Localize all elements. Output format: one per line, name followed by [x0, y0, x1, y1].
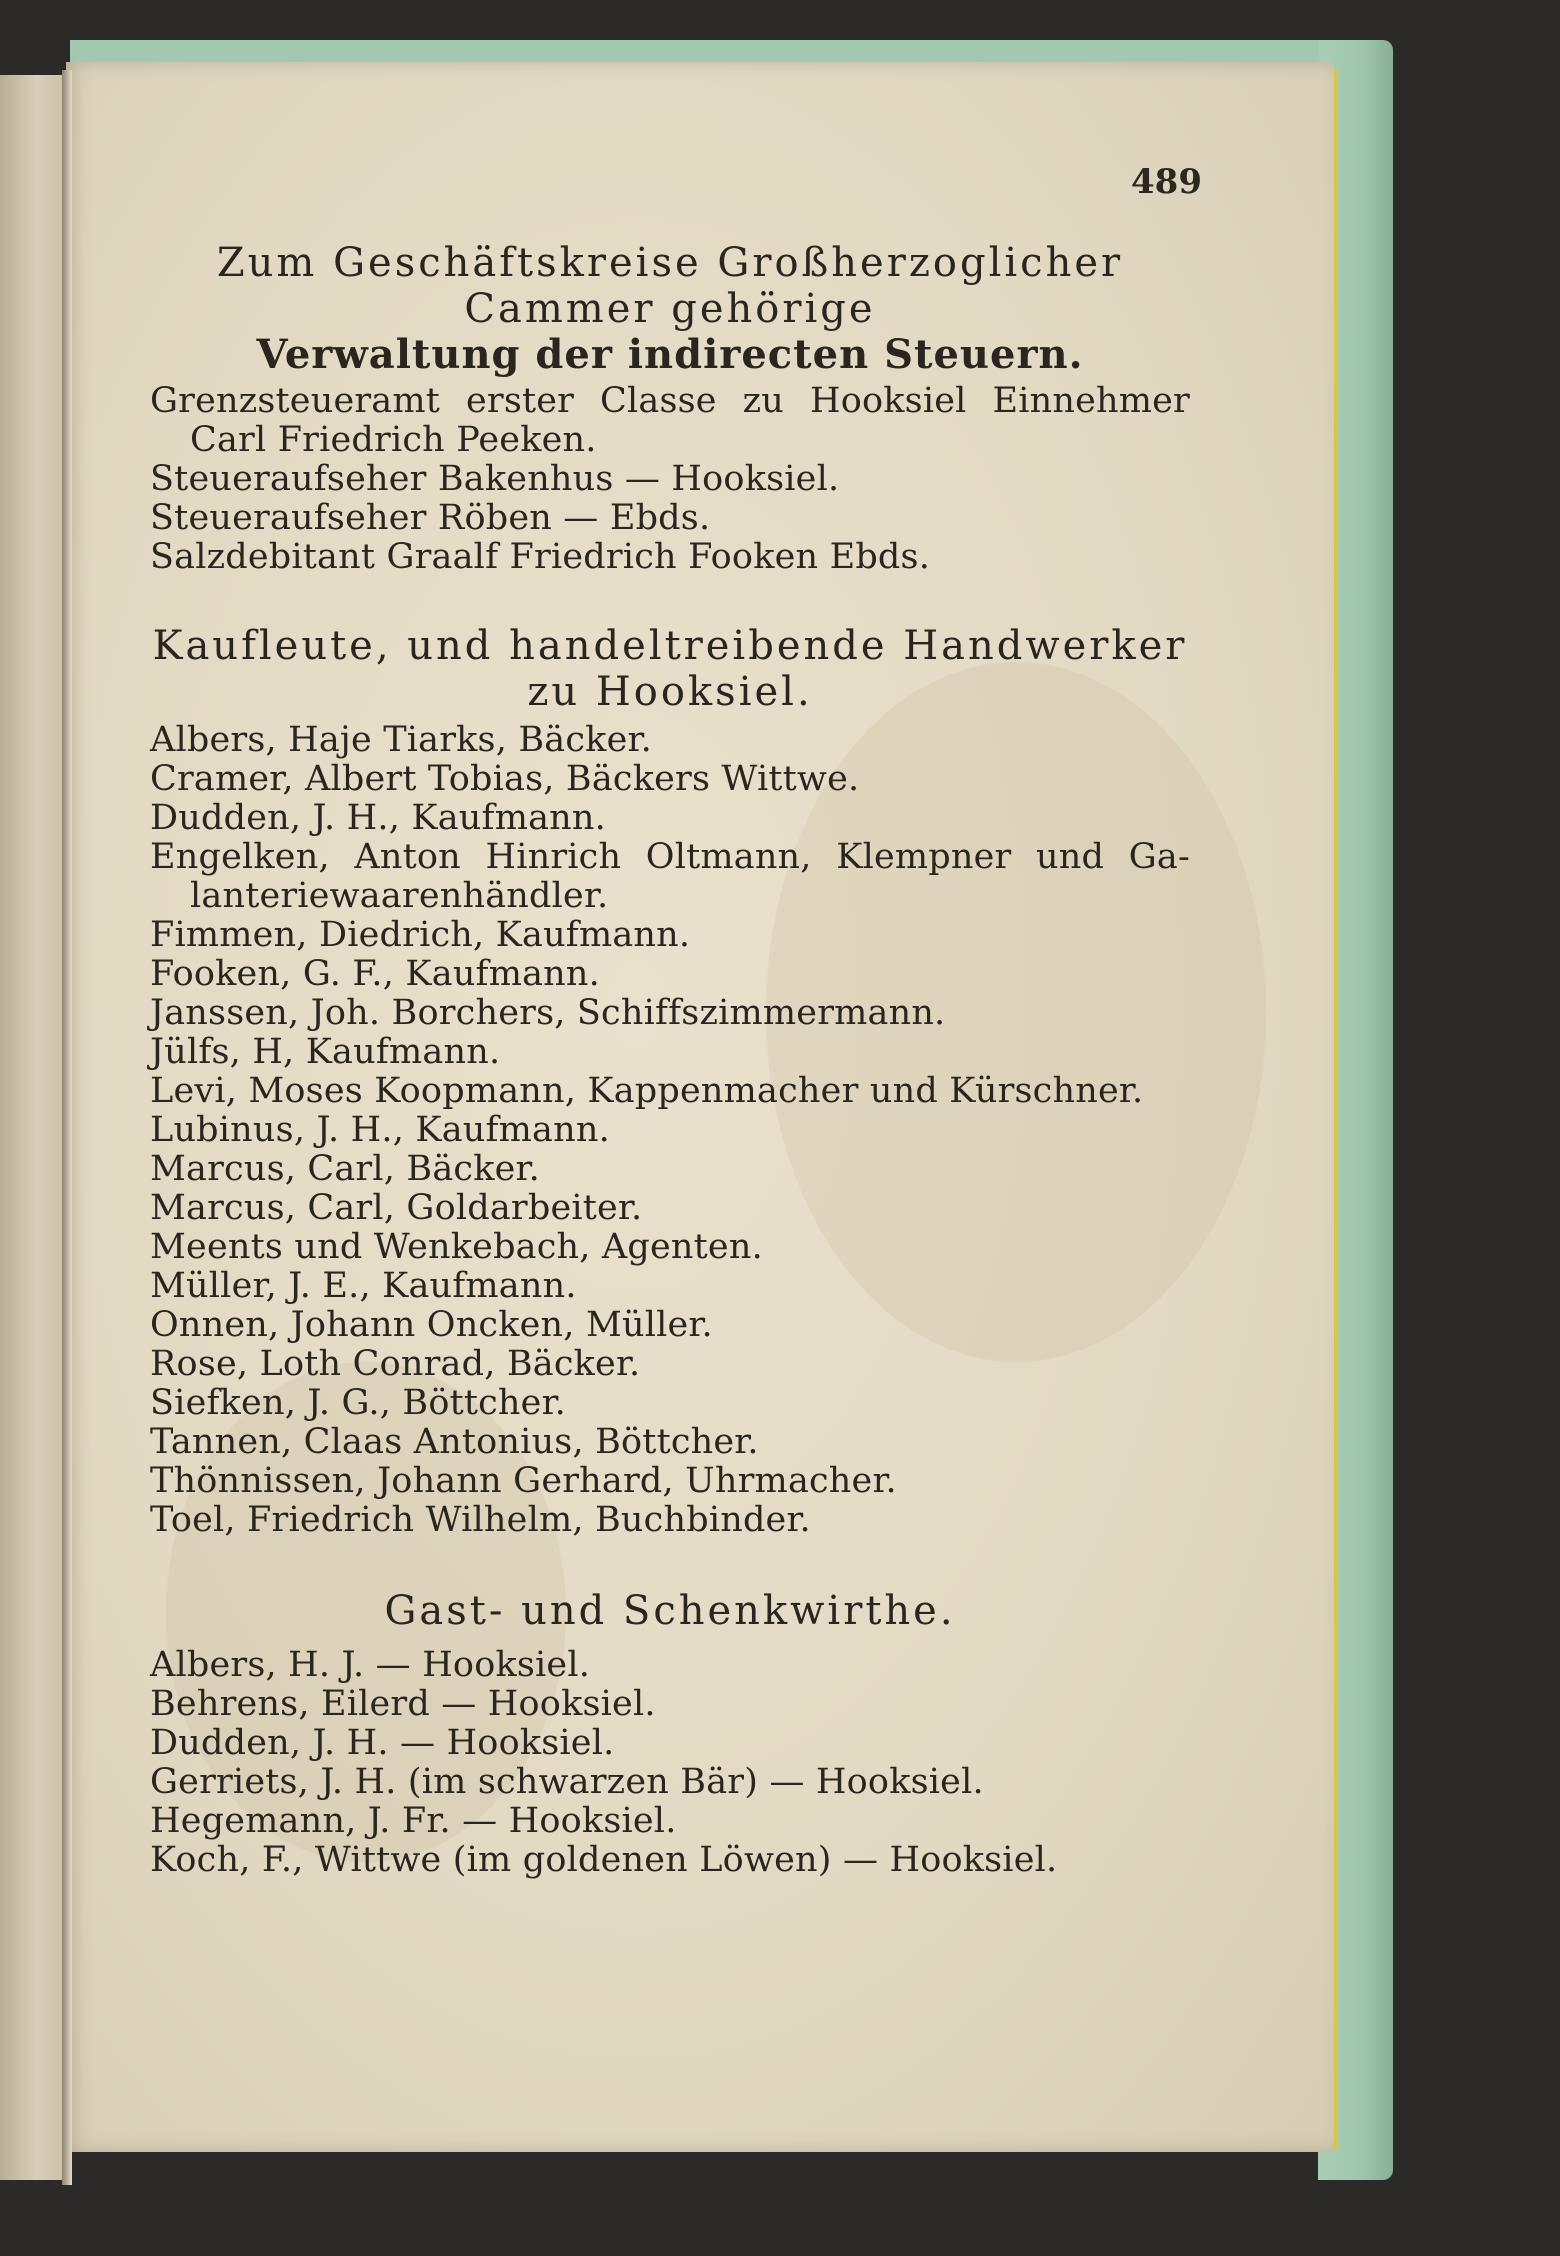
section-heading-bold: Verwaltung der indirecten Steuern.: [256, 331, 1084, 378]
list-item: Tannen, Claas Antonius, Böttcher.: [150, 1422, 759, 1462]
section-heading-line: zu Hooksiel.: [527, 669, 813, 715]
section-heading-line: Gast- und Schenkwirthe.: [384, 1588, 956, 1634]
list-item: Dudden, J. H. — Hooksiel.: [150, 1723, 615, 1763]
section-list: [150, 1646, 1190, 1880]
list-item: Toel, Friedrich Wilhelm, Buchbinder.: [150, 1500, 811, 1540]
list-item: Rose, Loth Conrad, Bäcker.: [150, 1344, 641, 1384]
section-list: [150, 721, 1190, 1540]
list-item: Janssen, Joh. Borchers, Schiffszimmermann.: [150, 993, 946, 1033]
list-item: Onnen, Johann Oncken, Müller.: [150, 1305, 713, 1345]
list-item: Lubinus, J. H., Kaufmann.: [150, 1110, 610, 1150]
section-list: [150, 382, 1190, 577]
page-content: [150, 240, 1190, 1880]
list-item: Gerriets, J. H. (im schwarzen Bär) — Hooksiel.: [150, 1762, 984, 1802]
list-item: Albers, H. J. — Hooksiel.: [150, 1645, 591, 1685]
list-item: Meents und Wenkebach, Agenten.: [150, 1227, 763, 1267]
list-item: Hegemann, J. Fr. — Hooksiel.: [150, 1801, 677, 1841]
book-gutter: [62, 70, 72, 2185]
left-page-edge: [0, 75, 66, 2180]
list-item: Behrens, Eilerd — Hooksiel.: [150, 1684, 656, 1724]
section-heading-line: Cammer gehörige: [464, 286, 876, 332]
list-item: Koch, F., Wittwe (im goldenen Löwen) — Hooksiel.: [150, 1840, 1058, 1880]
list-item: Dudden, J. H., Kaufmann.: [150, 798, 606, 838]
list-item: Marcus, Carl, Bäcker.: [150, 1149, 540, 1189]
list-item: Steueraufseher Bakenhus — Hooksiel.: [150, 459, 840, 499]
list-item: Müller, J. E., Kaufmann.: [150, 1266, 577, 1306]
page-number: 489: [1131, 162, 1202, 202]
list-item: Steueraufseher Röben — Ebds.: [150, 498, 711, 538]
list-item: Siefken, J. G., Böttcher.: [150, 1383, 566, 1423]
section-heading-line: Kaufleute, und handeltreibende Handwerker: [152, 623, 1188, 669]
list-item: Jülfs, H, Kaufmann.: [150, 1032, 501, 1072]
list-item: Salzdebitant Graalf Friedrich Fooken Ebds.: [150, 537, 931, 577]
list-item: Thönnissen, Johann Gerhard, Uhrmacher.: [150, 1461, 897, 1501]
list-item: Cramer, Albert Tobias, Bäckers Wittwe.: [150, 759, 860, 799]
list-item: Marcus, Carl, Goldarbeiter.: [150, 1188, 643, 1228]
list-item: Levi, Moses Koopmann, Kappenmacher und Kürschner.: [150, 1071, 1144, 1111]
list-item: Engelken, Anton Hinrich Oltmann, Klempner und Ga-lanteriewaarenhändler.: [150, 837, 1190, 916]
list-item: Grenzsteueramt erster Classe zu Hooksiel Einnehmer Carl Friedrich Peeken.: [150, 381, 1190, 460]
list-item: Fimmen, Diedrich, Kaufmann.: [150, 915, 691, 955]
section-heading-line: Zum Geschäftskreise Großherzoglicher: [216, 240, 1124, 286]
list-item: Fooken, G. F., Kaufmann.: [150, 954, 600, 994]
list-item: Albers, Haje Tiarks, Bäcker.: [150, 720, 652, 760]
